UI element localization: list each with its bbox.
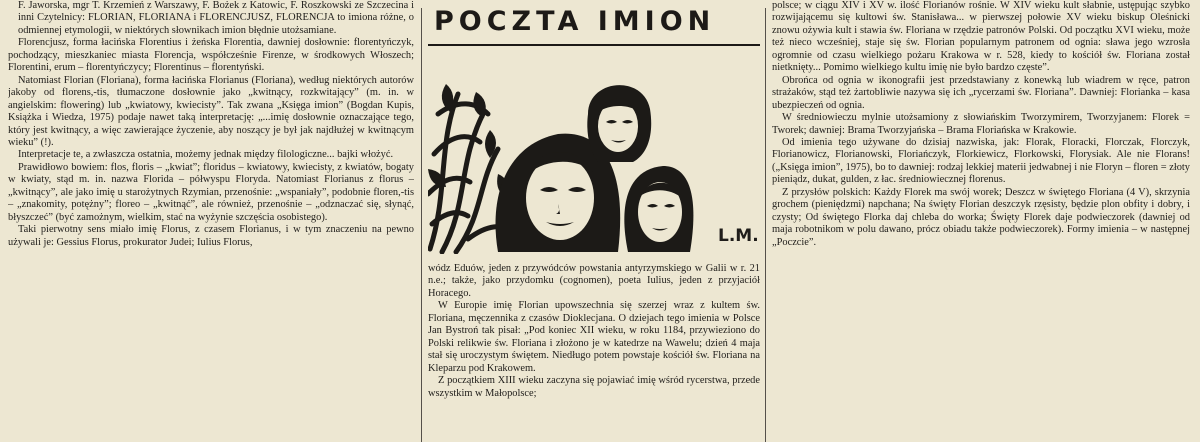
paragraph: Taki pierwotny sens miało imię Florus, z czasem Florianus, i w tym znaczeniu na pewno używali je: Gessius Florus, prokurator Judei; Iulius Florus, — [8, 224, 414, 248]
paragraph: polsce; w ciągu XIV i XV w. ilość Florianów rośnie. W XIV wieku kult słabnie, ustępując szybko rozwijającemu się kultowi św. Stanisława... w pierwszej połowie XV wieku biskup Oleśnicki znowu ożywia kult i stawia św. Floriana w rzędzie patronów Polski. Od początku XVI wieku, może też nieco wcześniej, staje się św. Florian popularnym patronem od ognia: sława jego wzrosła ogromnie od czasu wielkiego pożaru Krakowa w r. 528, kiedy to kościół św. Floriana został nietknięty... Pomimo wielkiego kultu imię nie było bardzo częste”. — [772, 0, 1190, 74]
paragraph: W średniowieczu mylnie utożsamiony z słowiańskim Tworzymirem, Tworzyjanem: Florek = Tworek; dawniej: Brama Tworzyjańska – Brama Floriańska w Krakowie. — [772, 112, 1190, 136]
paragraph: F. Jaworska, mgr T. Krzemień z Warszawy, F. Bożek z Katowic, F. Roszkowski ze Szczecina i inni Czytelnicy: FLORIAN, FLORIANA i FLORENCJUSZ, FLORENCJA to imiona różne, o odmiennej etymologii, w niektórych słownikach imion błędnie utożsamiane. — [18, 0, 414, 36]
headline: POCZTA IMION — [434, 6, 716, 37]
paragraph: W Europie imię Florian upowszechnia się szerzej wraz z kultem św. Floriana, męczennika z czasów Dioklecjana. O dziejach tego imienia w Polsce Jan Bystroń tak pisał: „Pod koniec XII wieku, w roku 1184, przywieziono do Polski relikwie św. Floriana i złożono je w katedrze na Wawelu; dzień 4 maja stał się uroczystym świętem. Niedługo potem powstaje kościół św. Floriana na Kleparzu pod Krakowem. — [428, 300, 760, 374]
article-column-right — [772, 0, 1190, 442]
column-divider — [765, 8, 766, 442]
paragraph: Interpretacje te, a zwłaszcza ostatnia, możemy jednak między filologiczne... bajki włożyć. — [18, 149, 394, 161]
paragraph: wódz Eduów, jeden z przywódców powstania antyrzymskiego w Galii w r. 21 n.e.; także, jako przydomku (cognomen), poeta Iulius, jeden z przyjaciół Horacego. — [428, 263, 760, 299]
paragraph: Od imienia tego używane do dzisiaj nazwiska, jak: Florak, Floracki, Florczak, Florczyk, Florianowicz, Florianowski, Floriańczyk, Florkiewicz, Florkowski, Florysiak. Ale nie Florans! („Księga imion”, 1975), bo to dawniej: rodzaj lekkiej materii jedwabnej i nie Floryn – floren = złoty pieniądz, dukat, gulden, z łac. średniowiecznej florenus. — [772, 136, 1190, 186]
column-divider — [421, 8, 422, 442]
article-column-left — [8, 0, 414, 442]
headline-underline — [428, 44, 760, 46]
paragraph: Z początkiem XIII wieku zaczyna się pojawiać imię wśród rycerstwa, przede wszystkim w Małopolsce; — [428, 375, 760, 399]
author-signature: L.M. — [718, 226, 759, 246]
article-column-middle — [428, 263, 760, 442]
paragraph: Z przysłów polskich: Każdy Florek ma swój worek; Deszcz w świętego Floriana (4 V), skrzynia grochem (pieniędzmi) napchana; Na święty Florian deszczyk rzęsisty, będzie plon obfity i dobry, i czysty; Od świętego Florka daj chleba do worka; Święty Florek daje podwieczorek (dawniej od maja robotnikom w polu dawano, prócz obiadu także podwieczorek). Formy imienia – w następnej „Poczcie”. — [772, 186, 1190, 248]
paragraph: Florencjusz, forma łacińska Florentius i żeńska Florentia, dawniej dosłownie: florentyńczyk, pochodzący, mieszkaniec miasta Florencja, współcześnie Firenze, w środkowych Włoszech; Florentini, erum – florentyńczycy; Florentinus – florentyński. — [8, 37, 414, 74]
paragraph: Prawidłowo bowiem: flos, floris – „kwiat”; floridus – kwiatowy, kwiecisty, z kwiatów, bogaty w kwiaty, stąd m. in. nazwa Florida – półwyspu Floryda. Natomiast Florianus z florus – „kwitnący”, ale jako imię u starożytnych Rzymian, przenośnie: „wspaniały”, podobnie floren,-tis – „znakomity, potężny”; floreo – „kwitnąć”, ale również, przenośnie – „odznaczać się, słynąć, błyszczeć” (być zamożnym, wielkim, stać na wyżynie szczęścia osobistego). — [8, 161, 414, 223]
paragraph: Natomiast Florian (Floriana), forma łacińska Florianus (Floriana), według niektórych autorów jakoby od florens,-tis, tłumaczone dosłownie jako „kwitnący, rozkwitający” (m. in. w angielskim: flowering) lub „kwiatowy, kwiecisty”. Tak zwana „Księga imion” (Bogdan Kupis, Książka i Wiedza, 1975) podaje nawet taką interpretację: „...imię dosłownie oznaczające tego, który jest kwitnący, a więc zawierające życzenie, aby noszący je był jak najdłużej w kwitnącym wieku” (!). — [8, 74, 414, 148]
illustration-three-women — [428, 74, 698, 254]
paragraph: Obrońca od ognia w ikonografii jest przedstawiany z konewką lub wiadrem w ręce, patron strażaków, stąd też żartobliwie nazywa się ich „rycerzami św. Floriana”. Dawniej: Florianka – kasa ubezpieczeń od ognia. — [772, 74, 1190, 111]
